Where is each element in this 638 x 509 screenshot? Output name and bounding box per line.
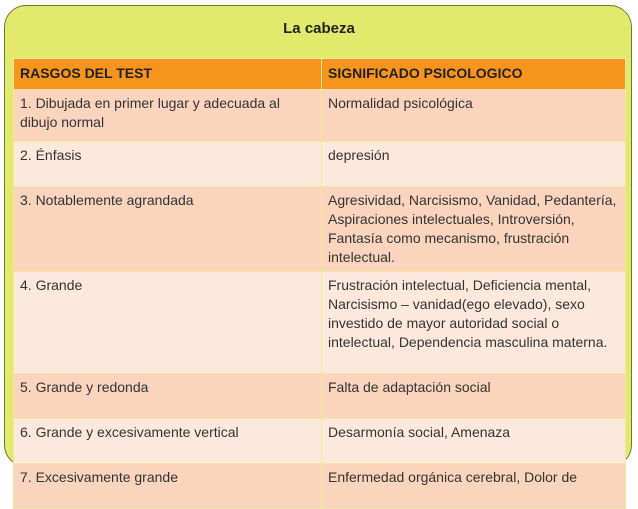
trait-cell: 1. Dibujada en primer lugar y adecuada al dibujo normal — [14, 90, 322, 142]
meaning-cell: Enfermedad orgánica cerebral, Dolor de — [322, 464, 626, 509]
table-row — [14, 272, 626, 374]
traits-table — [13, 58, 626, 509]
meaning-cell: Agresividad, Narcisismo, Vanidad, Pedantería, Aspiraciones intelectuales, Introversión, Fantasía como mecanismo, frustración intelectual. — [322, 187, 626, 272]
slide-title: La cabeza — [283, 20, 355, 37]
trait-cell: 5. Grande y redonda — [14, 374, 322, 419]
table-row — [14, 90, 626, 142]
meaning-cell: Normalidad psicológica — [322, 90, 626, 142]
table-row — [14, 374, 626, 419]
table-row — [14, 187, 626, 272]
meaning-cell: Desarmonía social, Amenaza — [322, 419, 626, 464]
meaning-cell: Frustración intelectual, Deficiencia mental, Narcisismo – vanidad(ego elevado), sexo investido de mayor autoridad social o intelectual, Dependencia masculina materna. — [322, 272, 626, 374]
header-meaning: SIGNIFICADO PSICOLOGICO — [322, 59, 626, 90]
meaning-cell: Falta de adaptación social — [322, 374, 626, 419]
table-row — [14, 419, 626, 464]
table-row — [14, 464, 626, 509]
trait-cell: 7. Excesivamente grande — [14, 464, 322, 509]
header-traits: RASGOS DEL TEST — [14, 59, 322, 90]
trait-cell: 4. Grande — [14, 272, 322, 374]
trait-cell: 2. Énfasis — [14, 142, 322, 187]
table-row — [14, 142, 626, 187]
trait-cell: 6. Grande y excesivamente vertical — [14, 419, 322, 464]
meaning-cell: depresión — [322, 142, 626, 187]
trait-cell: 3. Notablemente agrandada — [14, 187, 322, 272]
table-header — [14, 59, 626, 90]
